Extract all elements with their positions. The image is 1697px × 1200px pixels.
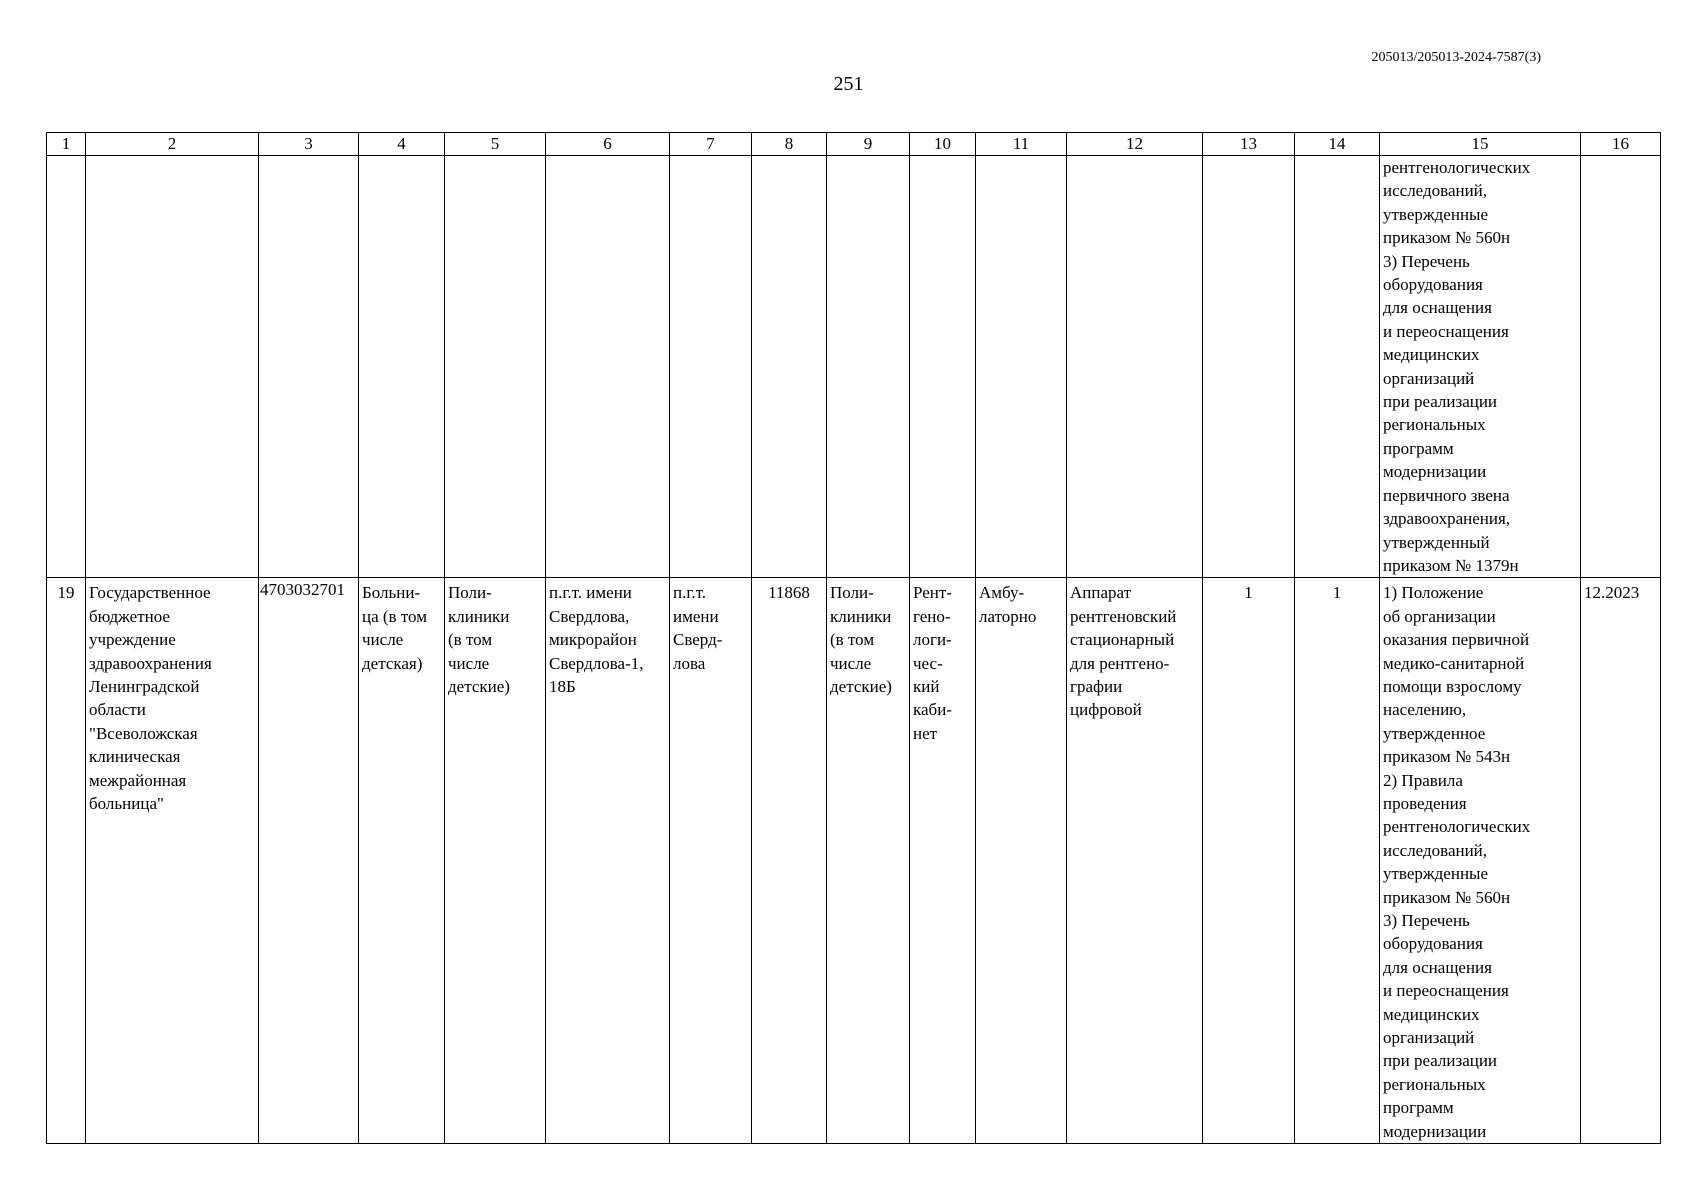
column-header: 9	[827, 133, 910, 156]
address-cell: п.г.т. имени Свердлова, микрорайон Свердлова-1, 18Б	[546, 578, 670, 1144]
table-cell	[976, 156, 1067, 578]
header-row	[47, 133, 1661, 156]
table-cell	[359, 156, 445, 578]
table-cell	[1295, 156, 1380, 578]
table-cell	[670, 156, 752, 578]
locality-cell: п.г.т. имени Сверд- лова	[670, 578, 752, 1144]
subdivision-cell: Поли- клиники (в том числе детские)	[827, 578, 910, 1144]
table-cell	[1067, 156, 1203, 578]
column-header: 12	[1067, 133, 1203, 156]
document-number: 205013/205013-2024-7587(3)	[1371, 50, 1541, 65]
column-header: 14	[1295, 133, 1380, 156]
table-cell	[752, 156, 827, 578]
register-table	[46, 132, 1661, 1144]
page-number: 251	[833, 73, 864, 95]
column-header: 11	[976, 133, 1067, 156]
column-header: 16	[1581, 133, 1661, 156]
table-cell	[1203, 156, 1295, 578]
table-cell	[86, 156, 259, 578]
table-cell	[910, 156, 976, 578]
row-number-cell: 19	[47, 578, 86, 1144]
table-cell	[827, 156, 910, 578]
column-header: 1	[47, 133, 86, 156]
unit-type-cell: Поли- клиники (в том числе детские)	[445, 578, 546, 1144]
organization-name-cell: Государственное бюджетное учреждение здравоохранения Ленинградской области "Всеволожская клиническая межрайонная больница"	[86, 578, 259, 1144]
table-row-continuation	[47, 156, 1661, 578]
quantity-cell: 1	[1203, 578, 1295, 1144]
care-condition-cell: Амбу- латорно	[976, 578, 1067, 1144]
column-header: 7	[670, 133, 752, 156]
column-header: 3	[259, 133, 359, 156]
column-header: 15	[1380, 133, 1581, 156]
organization-type-cell: Больни- ца (в том числе детская)	[359, 578, 445, 1144]
room-type-cell: Рент- гено- логи- чес- кий каби- нет	[910, 578, 976, 1144]
table-row	[47, 578, 1661, 1144]
normative-basis-cell: 1) Положение об организации оказания первичной медико-санитарной помощи взрослому населению, утвержденное приказом № 543н 2) Правила проведения рентгенологических исследований, утвержденные приказом № 560н 3) Перечень оборудования для оснащения и переоснащения медицинских организаций при реализации региональных программ модернизации	[1380, 578, 1581, 1144]
quantity-cell: 1	[1295, 578, 1380, 1144]
equipment-name-cell: Аппарат рентгеновский стационарный для рентгено- графии цифровой	[1067, 578, 1203, 1144]
date-cell: 12.2023	[1581, 578, 1661, 1144]
column-header: 4	[359, 133, 445, 156]
table-cell	[445, 156, 546, 578]
table-cell	[1581, 156, 1661, 578]
population-cell: 11868	[752, 578, 827, 1144]
table-cell	[546, 156, 670, 578]
table-cell	[47, 156, 86, 578]
column-header: 10	[910, 133, 976, 156]
column-header: 6	[546, 133, 670, 156]
column-header: 5	[445, 133, 546, 156]
column-header: 2	[86, 133, 259, 156]
table-cell	[259, 156, 359, 578]
column-header: 13	[1203, 133, 1295, 156]
column-header: 8	[752, 133, 827, 156]
normative-basis-cell: рентгенологических исследований, утвержденные приказом № 560н 3) Перечень оборудования для оснащения и переоснащения медицинских организаций при реализации региональных программ модернизации первичного звена здравоохранения, утвержденный приказом № 1379н	[1380, 156, 1581, 578]
inn-cell: 4703032701	[259, 578, 359, 1144]
